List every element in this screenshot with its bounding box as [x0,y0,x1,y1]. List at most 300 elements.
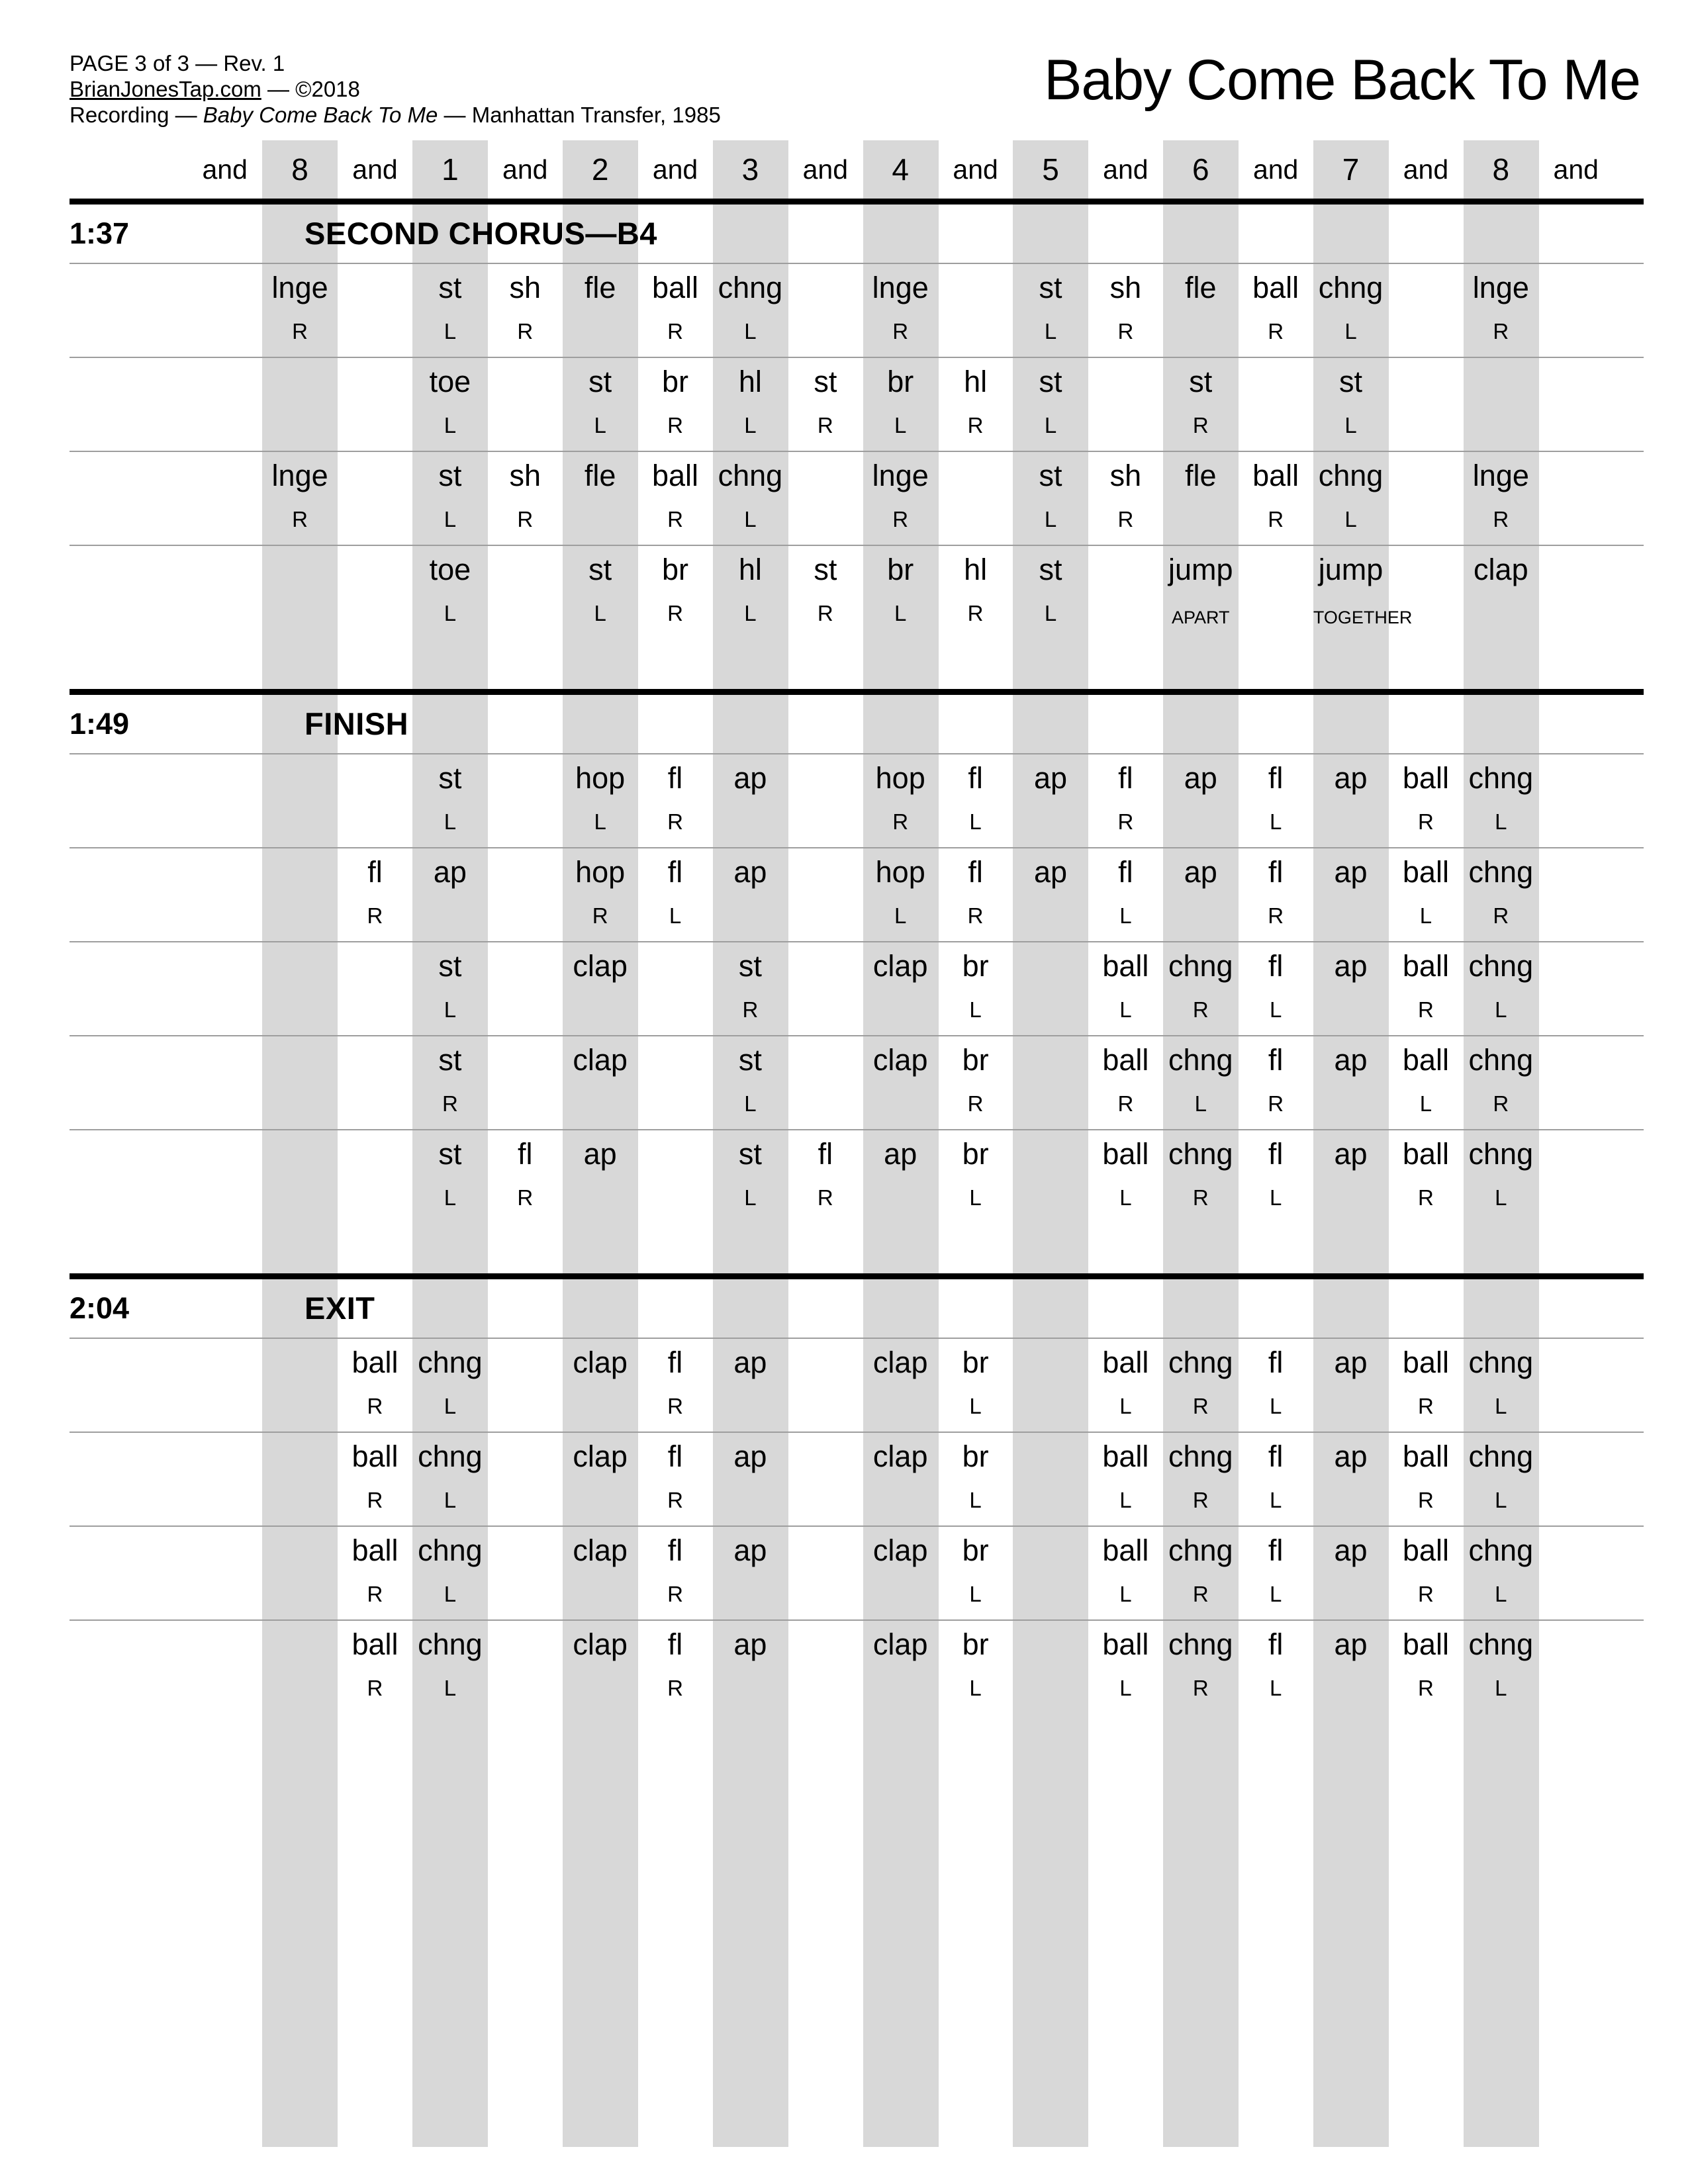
foot-label: R [667,809,683,834]
foot-label: L [894,601,907,625]
step-label: ball [352,1627,399,1661]
step-label: ball [1102,1533,1149,1567]
foot-label: R [667,1676,683,1700]
foot-label: R [1418,1394,1434,1418]
step-cell [938,1036,1013,1129]
step-cell [1238,1621,1313,1713]
foot-label: R [667,413,683,437]
foot-label: R [1268,1091,1284,1116]
step-cell [338,942,412,1035]
step-cell [1464,1339,1538,1432]
step-label: fl [667,761,683,795]
foot-label: R [667,319,683,343]
foot-label: L [1269,1676,1282,1700]
step-cell [1238,546,1313,639]
step-label: chng [1168,1533,1233,1567]
foot-label: L [969,1676,982,1700]
step-label: ball [1402,761,1449,795]
row-label [70,1036,187,1129]
foot-label: L [1495,1582,1507,1606]
step-cell [938,1621,1013,1713]
foot-label: L [1344,319,1357,343]
step-label: clap [872,1043,928,1077]
step-cell [1088,1339,1163,1432]
step-cell [262,1036,337,1129]
beat-header-cell [788,154,863,185]
section-title: EXIT [305,1291,375,1326]
beat-header-cell [563,152,637,187]
foot-label: L [444,809,457,834]
step-label: st [814,553,837,586]
foot-label: R [367,1582,383,1606]
beat-and-label: and [652,154,698,185]
beat-header-cell [488,154,563,185]
step-label: st [588,553,612,586]
step-cell [788,452,863,545]
step-label: st [814,365,837,398]
step-label: ap [733,1533,767,1567]
step-cell [187,1339,262,1432]
foot-label: TOGETHER [1313,608,1413,627]
foot-label: R [367,1676,383,1700]
foot-label: R [592,903,608,928]
step-cell [938,1130,1013,1223]
step-label: chng [1468,1043,1534,1077]
step-cell [637,1621,712,1713]
foot-label: L [444,1488,457,1512]
step-cell [1538,848,1613,941]
step-cell [1238,1433,1313,1525]
step-label: fl [1268,1137,1284,1171]
step-cell [1313,1339,1388,1432]
foot-label: R [817,1185,833,1210]
foot-label: L [1269,809,1282,834]
foot-label: R [667,1582,683,1606]
foot-label: R [442,1091,458,1116]
step-row [70,263,1644,357]
foot-label: L [1119,903,1132,928]
step-cell [563,1433,637,1525]
beat-and-label: and [1553,154,1599,185]
step-label: ap [733,1345,767,1379]
foot-label: L [669,903,682,928]
foot-label: L [969,809,982,834]
step-label: toe [429,553,471,586]
step-cell [713,1036,788,1129]
step-row [70,1619,1644,1713]
step-label: ball [1402,855,1449,889]
step-cell [1088,1130,1163,1223]
step-cell [1088,1036,1163,1129]
row-label [70,942,187,1035]
step-label: chng [1468,949,1534,983]
notation-table [70,140,1644,1764]
foot-label: R [517,507,534,531]
step-cell [788,754,863,847]
step-cell [863,546,938,639]
step-label: fl [1268,855,1284,889]
step-cell [1238,1339,1313,1432]
foot-label: L [1194,1091,1207,1116]
step-label: chng [1168,1439,1233,1473]
step-label: ball [1102,949,1149,983]
step-label: ap [1334,1043,1368,1077]
row-label [70,264,187,357]
step-label: clap [872,1439,928,1473]
step-label: lnge [271,459,328,492]
step-label: fl [667,1627,683,1661]
step-cell [338,1339,412,1432]
step-label: clap [573,1439,628,1473]
step-cell [788,264,863,357]
step-cell [1088,1433,1163,1525]
foot-label: L [969,997,982,1022]
step-label: st [738,949,762,983]
site-link: BrianJonesTap.com [70,77,261,101]
step-cell [1464,1621,1538,1713]
step-cell [1088,1527,1163,1619]
step-cell [412,1036,487,1129]
step-cell [488,452,563,545]
step-label: hl [964,365,988,398]
step-cell [187,264,262,357]
step-label: fl [818,1137,833,1171]
step-cell [1163,1339,1238,1432]
step-cell [1163,848,1238,941]
step-label: ap [1334,855,1368,889]
step-cell [863,1621,938,1713]
step-cell [563,1130,637,1223]
beat-number-label: 4 [892,152,909,187]
step-label: ball [1102,1627,1149,1661]
foot-label: R [892,319,909,343]
step-cell [863,848,938,941]
step-cell [1313,264,1388,357]
step-label: fle [1185,459,1217,492]
step-cell [1013,1433,1088,1525]
step-cell [563,452,637,545]
foot-label: R [667,507,683,531]
step-cell [938,264,1013,357]
step-cell [563,264,637,357]
step-cell [1538,942,1613,1035]
step-label: chng [1468,1137,1534,1171]
step-cell [1538,1621,1613,1713]
step-cell [187,1433,262,1525]
step-row [70,1525,1644,1619]
step-cell [713,1621,788,1713]
step-cell [637,1433,712,1525]
foot-label: R [1117,809,1134,834]
step-cell [1238,264,1313,357]
step-cell [1013,1036,1088,1129]
step-cell [1538,1339,1613,1432]
step-cell [1238,358,1313,451]
step-label: ball [1402,1439,1449,1473]
step-cell [1388,1527,1463,1619]
step-cell [713,754,788,847]
section [70,1273,1644,1764]
copyright-text: — ©2018 [261,77,360,101]
step-cell [637,754,712,847]
step-cell [563,546,637,639]
foot-label: L [1419,903,1432,928]
recording-title: Baby Come Back To Me [203,103,438,127]
step-cell [1163,1621,1238,1713]
step-label: st [438,459,462,492]
foot-label: L [744,1185,757,1210]
step-label: fl [667,855,683,889]
step-cell [863,452,938,545]
step-label: hl [738,553,762,586]
step-label: fl [1268,1439,1284,1473]
step-cell [563,358,637,451]
step-cell [1013,1339,1088,1432]
step-label: fle [584,271,616,304]
step-cell [1088,264,1163,357]
step-cell [1388,358,1463,451]
step-label: st [438,761,462,795]
step-cell [187,754,262,847]
step-cell [863,1433,938,1525]
beat-header-cell [1163,152,1238,187]
step-cell [488,1339,563,1432]
beat-number-label: 5 [1042,152,1059,187]
step-cell [637,546,712,639]
foot-label: L [444,319,457,343]
step-label: ball [1402,1345,1449,1379]
step-cell [938,1433,1013,1525]
step-label: ball [1102,1137,1149,1171]
foot-label: L [1495,809,1507,834]
section-title: FINISH [305,706,409,741]
foot-label: R [742,997,759,1022]
step-label: ball [652,459,699,492]
beat-header-cell [1313,152,1388,187]
page-info-line: PAGE 3 of 3 — Rev. 1 [70,51,285,75]
step-cell [1238,1036,1313,1129]
step-cell [488,546,563,639]
foot-label: R [1192,997,1209,1022]
step-label: ball [1252,271,1299,304]
step-cell [637,452,712,545]
step-label: br [962,1627,989,1661]
step-cell [788,1339,863,1432]
step-cell [1088,754,1163,847]
step-cell [262,546,337,639]
step-cell [938,1339,1013,1432]
row-label [70,452,187,545]
foot-label: R [892,507,909,531]
step-label: st [1039,271,1062,304]
step-label: chng [418,1533,483,1567]
step-label: br [887,365,914,398]
step-cell [1163,1036,1238,1129]
step-cell [1388,1339,1463,1432]
step-label: hl [964,553,988,586]
step-cell [1013,1621,1088,1713]
step-label: fle [584,459,616,492]
step-label: fl [1268,1043,1284,1077]
step-cell [488,1621,563,1713]
step-cell [1313,1527,1388,1619]
step-cell [1163,546,1238,639]
step-cell [1464,942,1538,1035]
step-label: fle [1185,271,1217,304]
step-cell [1313,452,1388,545]
step-cell [713,848,788,941]
step-cell [338,546,412,639]
step-cell [1238,1527,1313,1619]
foot-label: R [667,1488,683,1512]
step-label: lnge [271,271,328,304]
foot-label: L [1495,1488,1507,1512]
step-label: fl [667,1345,683,1379]
step-cell [187,546,262,639]
step-cell [1013,264,1088,357]
step-label: hl [738,365,762,398]
step-label: clap [872,949,928,983]
step-cell [713,1339,788,1432]
step-cell [713,1527,788,1619]
step-cell [637,1339,712,1432]
step-cell [563,848,637,941]
step-cell [713,264,788,357]
step-label: ball [1102,1345,1149,1379]
step-label: jump [1168,553,1233,586]
step-cell [412,452,487,545]
step-cell [713,452,788,545]
foot-label: R [292,507,308,531]
row-label [70,848,187,941]
step-label: lnge [1472,271,1529,304]
section-divider-rule [70,199,1644,205]
step-cell [788,848,863,941]
copyright-line [70,76,721,102]
step-cell [1238,1130,1313,1223]
step-label: chng [1468,1627,1534,1661]
step-cell [1464,546,1538,639]
foot-label: R [1493,507,1509,531]
step-cell [1238,754,1313,847]
step-cell [1313,1036,1388,1129]
step-label: chng [418,1345,483,1379]
step-cell [1238,452,1313,545]
step-cell [1388,1621,1463,1713]
foot-label: R [1418,1488,1434,1512]
step-cell [187,848,262,941]
step-label: chng [1468,1439,1534,1473]
step-cell [412,1621,487,1713]
beat-and-label: and [352,154,398,185]
foot-label: L [744,507,757,531]
foot-label: L [1119,1185,1132,1210]
step-label: ap [733,855,767,889]
step-cell [338,1621,412,1713]
beat-number-label: 6 [1192,152,1209,187]
beat-and-label: and [802,154,849,185]
step-label: st [588,365,612,398]
section [70,199,1644,689]
foot-label: L [1044,601,1057,625]
step-label: chng [1168,1137,1233,1171]
step-cell [262,358,337,451]
step-label: clap [573,1043,628,1077]
step-cell [338,1036,412,1129]
step-label: ball [652,271,699,304]
step-cell [412,942,487,1035]
step-cell [1538,754,1613,847]
step-cell [262,452,337,545]
step-cell [338,264,412,357]
step-cell [1088,546,1163,639]
foot-label: L [444,413,457,437]
step-label: fl [1268,1627,1284,1661]
step-cell [938,452,1013,545]
beat-and-label: and [502,154,548,185]
step-label: lnge [872,271,929,304]
step-row [70,545,1644,639]
step-cell [1313,942,1388,1035]
step-label: hop [875,855,925,889]
foot-label: L [1119,997,1132,1022]
step-label: clap [872,1345,928,1379]
foot-label: L [444,1676,457,1700]
step-cell [488,754,563,847]
step-label: st [438,271,462,304]
step-cell [187,1130,262,1223]
step-cell [488,1433,563,1525]
step-cell [637,264,712,357]
step-label: ball [352,1533,399,1567]
foot-label: R [1418,809,1434,834]
step-cell [1464,1036,1538,1129]
step-cell [1088,942,1163,1035]
step-cell [412,358,487,451]
step-cell [1313,546,1413,639]
step-label: ball [352,1345,399,1379]
step-cell [262,1433,337,1525]
step-cell [412,1130,487,1223]
step-label: ap [1033,761,1068,795]
step-label: ball [1402,949,1449,983]
foot-label: L [1119,1582,1132,1606]
step-cell [262,1527,337,1619]
step-label: chng [418,1439,483,1473]
foot-label: R [1268,319,1284,343]
step-label: st [1039,553,1062,586]
foot-label: R [1192,1488,1209,1512]
step-label: br [962,1137,989,1171]
beat-header-cell [1238,154,1313,185]
foot-label: L [969,1185,982,1210]
step-label: hop [575,761,626,795]
step-cell [1538,546,1613,639]
step-cell [412,546,487,639]
foot-label: L [1119,1676,1132,1700]
step-cell [863,1036,938,1129]
beat-number-label: 8 [291,152,308,187]
step-cell [1388,546,1463,639]
step-cell [1088,452,1163,545]
step-label: ball [1102,1439,1149,1473]
step-cell [1464,1527,1538,1619]
step-cell [1313,848,1388,941]
step-label: ap [583,1137,617,1171]
recording-prefix: Recording — [70,103,203,127]
step-label: st [1039,459,1062,492]
foot-label: R [1268,903,1284,928]
